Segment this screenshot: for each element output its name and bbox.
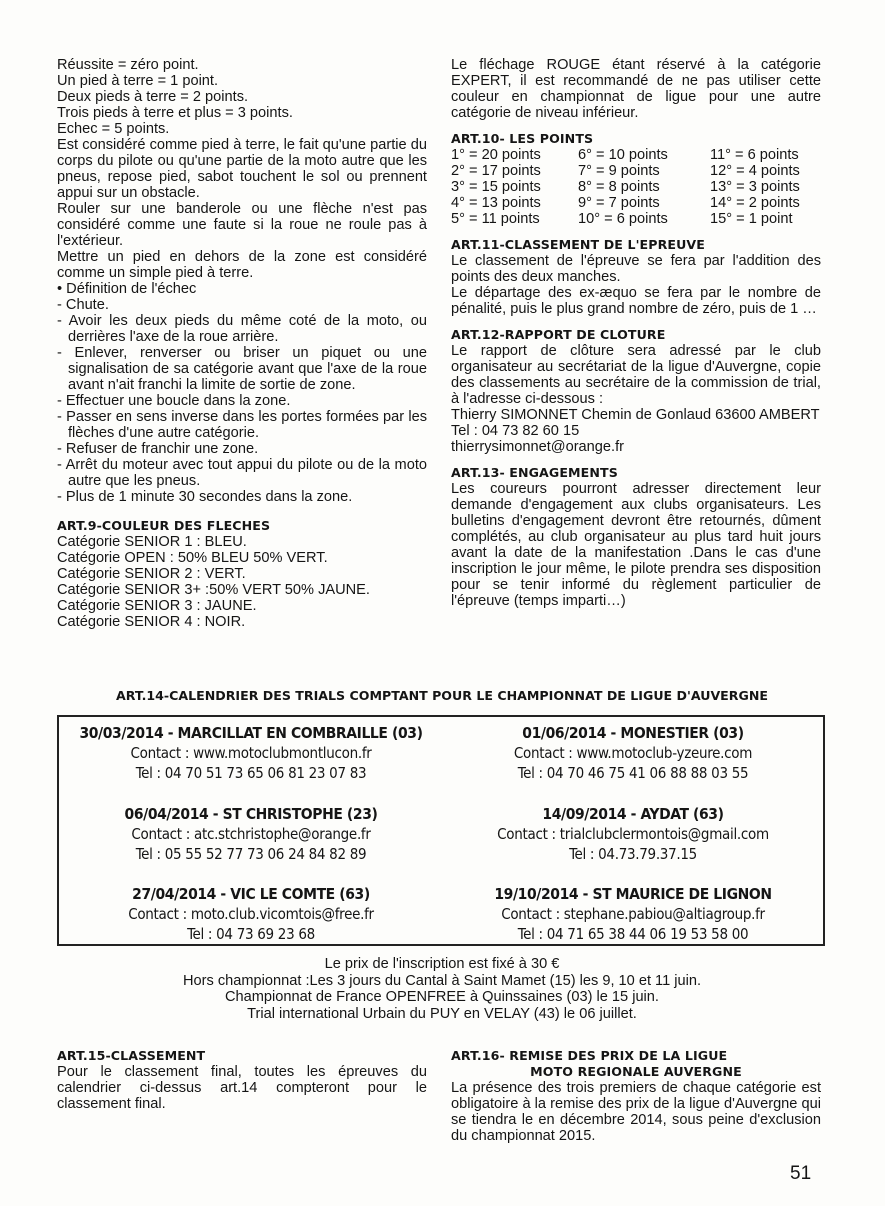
points-cell: 6° = 10 points — [578, 147, 668, 163]
event-title: 30/03/2014 - MARCILLAT EN COMBRAILLE (03) — [79, 724, 423, 742]
failure-item: - Plus de 1 minute 30 secondes dans la zone. — [57, 489, 353, 505]
points-cell: 12° = 4 points — [710, 163, 800, 179]
rule-line: Echec = 5 points. — [57, 121, 170, 137]
points-cell: 1° = 20 points — [451, 147, 541, 163]
failure-item: - Refuser de franchir une zone. — [57, 441, 259, 457]
event-title: 06/04/2014 - ST CHRISTOPHE (23) — [124, 805, 378, 823]
rule-paragraph: Mettre un pied en dehors de la zone est considéré comme un simple pied à terre. — [57, 249, 427, 281]
art13-paragraph: Les coureurs pourront adresser directement leur demande d'engagement aux clubs organisateurs. Les bulletins d'engagement devront être retournés, dûment complétés, au club organisateur au plus tard huit jours avant la date de la manifestation .Dans le cas d'une inscription le jour même, le pilote prendra ses disposition pour se tenir informé du règlement particulier de l'épreuve (temps imparti…) — [451, 481, 821, 609]
event-phone: Tel : 04 70 46 75 41 06 88 88 03 55 — [517, 764, 749, 782]
event-phone: Tel : 04.73.79.37.15 — [569, 845, 697, 863]
event-phone: Tel : 05 55 52 77 73 06 24 84 82 89 — [135, 845, 367, 863]
art15-paragraph: Pour le classement final, toutes les épreuves du calendrier ci-dessus art.14 compteront pour le classement final. — [57, 1064, 427, 1112]
art9-heading: ART.9-COULEUR DES FLECHES — [57, 518, 271, 533]
rule-paragraph: Rouler sur une banderole ou une flèche n'est pas considéré comme une faute si la roue ne roule pas à l'extérieur. — [57, 201, 427, 249]
art12-email: thierrysimonnet@orange.fr — [451, 439, 624, 455]
rule-line: Un pied à terre = 1 point. — [57, 73, 219, 89]
failure-item: - Enlever, renverser ou briser un piquet ou une signalisation de sa catégorie avant que l'axe de la roue avant n'ait franchi la limite de sortie de zone. — [57, 345, 427, 393]
art12-address: Thierry SIMONNET Chemin de Gonlaud 63600 AMBERT Tel : 04 73 82 60 15 — [451, 407, 820, 439]
event-contact: Contact : moto.club.vicomtois@free.fr — [128, 905, 374, 923]
failure-definition-label: • Définition de l'échec — [57, 281, 197, 297]
art12-heading: ART.12-RAPPORT DE CLOTURE — [451, 327, 666, 342]
event-contact: Contact : trialclubclermontois@gmail.com — [497, 825, 769, 843]
points-cell: 10° = 6 points — [578, 211, 668, 227]
failure-item: - Effectuer une boucle dans la zone. — [57, 393, 291, 409]
art11-paragraph: Le classement de l'épreuve se fera par l'addition des points des deux manches. — [451, 253, 821, 285]
event-contact: Contact : stephane.pabiou@altiagroup.fr — [501, 905, 765, 923]
arrow-color-line: Catégorie SENIOR 3 : JAUNE. — [57, 598, 257, 614]
event-phone: Tel : 04 73 69 23 68 — [187, 925, 315, 943]
points-cell: 8° = 8 points — [578, 179, 660, 195]
arrow-color-line: Catégorie SENIOR 1 : BLEU. — [57, 534, 247, 550]
event-contact: Contact : atc.stchristophe@orange.fr — [131, 825, 371, 843]
points-cell: 9° = 7 points — [578, 195, 660, 211]
points-cell: 14° = 2 points — [710, 195, 800, 211]
rule-line: Réussite = zéro point. — [57, 57, 199, 73]
openfree-note: Championnat de France OPENFREE à Quinssaines (03) le 15 juin. — [225, 989, 659, 1005]
entry-fee-note: Le prix de l'inscription est fixé à 30 € — [324, 956, 560, 972]
art12-paragraph: Le rapport de clôture sera adressé par le club organisateur au secrétariat de la ligue d'Auvergne, copie des classements au secrétaire de la commission de trial, à l'adresse ci-dessous : — [451, 343, 821, 407]
points-cell: 7° = 9 points — [578, 163, 660, 179]
calendar-notes — [57, 956, 827, 1022]
arrow-color-line: Catégorie OPEN : 50% BLEU 50% VERT. — [57, 550, 328, 566]
event-title: 27/04/2014 - VIC LE COMTE (63) — [132, 885, 370, 903]
event-title: 01/06/2014 - MONESTIER (03) — [522, 724, 744, 742]
art16-heading: ART.16- REMISE DES PRIX DE LA LIGUE — [451, 1048, 728, 1063]
points-cell: 13° = 3 points — [710, 179, 800, 195]
failure-item: - Avoir les deux pieds du même coté de la moto, ou derrières l'axe de la roue arrière. — [57, 313, 427, 345]
calendar-event — [443, 804, 823, 864]
points-cell: 2° = 17 points — [451, 163, 541, 179]
event-phone: Tel : 04 71 65 38 44 06 19 53 58 00 — [517, 925, 749, 943]
art16-section — [451, 1048, 821, 1144]
off-championship-note: Hors championnat :Les 3 jours du Cantal à Saint Mamet (15) les 9, 10 et 11 juin. — [182, 972, 702, 989]
event-title: 19/10/2014 - ST MAURICE DE LIGNON — [494, 885, 772, 903]
calendar-event — [61, 723, 441, 783]
calendar-event — [443, 723, 823, 783]
art16-paragraph: La présence des trois premiers de chaque catégorie est obligatoire à la remise des prix de la ligue d'Auvergne qui se tiendra le en décembre 2014, sous peine d'exclusion du championnat 2015. — [451, 1080, 821, 1144]
calendar-event — [61, 804, 441, 864]
art15-heading: ART.15-CLASSEMENT — [57, 1048, 206, 1063]
art16-subheading: MOTO REGIONALE AUVERGNE — [530, 1064, 742, 1079]
event-title: 14/09/2014 - AYDAT (63) — [542, 805, 724, 823]
calendar-box — [57, 715, 825, 946]
art13-heading: ART.13- ENGAGEMENTS — [451, 465, 618, 480]
arrow-color-line: Catégorie SENIOR 4 : NOIR. — [57, 614, 246, 630]
calendar-event — [443, 884, 823, 944]
rule-paragraph: Est considéré comme pied à terre, le fait qu'une partie du corps du pilote ou qu'une partie de la moto autre que les pneus, repose pied, sabot touchent le sol ou prennent appui sur un obstacle. — [57, 137, 427, 201]
points-cell: 4° = 13 points — [451, 195, 541, 211]
art11-heading: ART.11-CLASSEMENT DE L'EPREUVE — [451, 237, 705, 252]
left-column — [57, 57, 427, 630]
points-cell: 5° = 11 points — [451, 211, 540, 227]
points-table — [451, 147, 821, 227]
failure-item: - Passer en sens inverse dans les portes formées par les flèches d'une autre catégorie. — [57, 409, 427, 441]
right-column — [451, 57, 821, 609]
rule-line: Deux pieds à terre = 2 points. — [57, 89, 249, 105]
event-phone: Tel : 04 70 51 73 65 06 81 23 07 83 — [135, 764, 367, 782]
failure-item: - Arrêt du moteur avec tout appui du pilote ou de la moto autre que les pneus. — [57, 457, 427, 489]
red-arrow-note: Le fléchage ROUGE étant réservé à la catégorie EXPERT, il est recommandé de ne pas utiliser cette couleur en championnat de ligue pour une autre catégorie de niveau inférieur. — [451, 57, 821, 121]
event-contact: Contact : www.motoclubmontlucon.fr — [130, 744, 372, 762]
art10-heading: ART.10- LES POINTS — [451, 131, 594, 146]
arrow-color-line: Catégorie SENIOR 2 : VERT. — [57, 566, 246, 582]
art14-heading: ART.14-CALENDRIER DES TRIALS COMPTANT POUR LE CHAMPIONNAT DE LIGUE D'AUVERGNE — [116, 688, 768, 703]
points-cell: 15° = 1 point — [710, 211, 793, 227]
failure-item: - Chute. — [57, 297, 109, 313]
points-cell: 3° = 15 points — [451, 179, 541, 195]
art11-paragraph: Le départage des ex-æquo se fera par le nombre de pénalité, puis le plus grand nombre de zéro, puis de 1 … — [451, 285, 821, 317]
art15-section — [57, 1048, 427, 1112]
urban-trial-note: Trial international Urbain du PUY en VELAY (43) le 06 juillet. — [247, 1005, 637, 1022]
rule-line: Trois pieds à terre et plus = 3 points. — [57, 105, 293, 121]
event-contact: Contact : www.motoclub-yzeure.com — [513, 744, 753, 762]
arrow-color-line: Catégorie SENIOR 3+ :50% VERT 50% JAUNE. — [57, 582, 370, 598]
points-cell: 11° = 6 points — [710, 147, 799, 163]
calendar-event — [61, 884, 441, 944]
page-number: 51 — [790, 1163, 812, 1184]
